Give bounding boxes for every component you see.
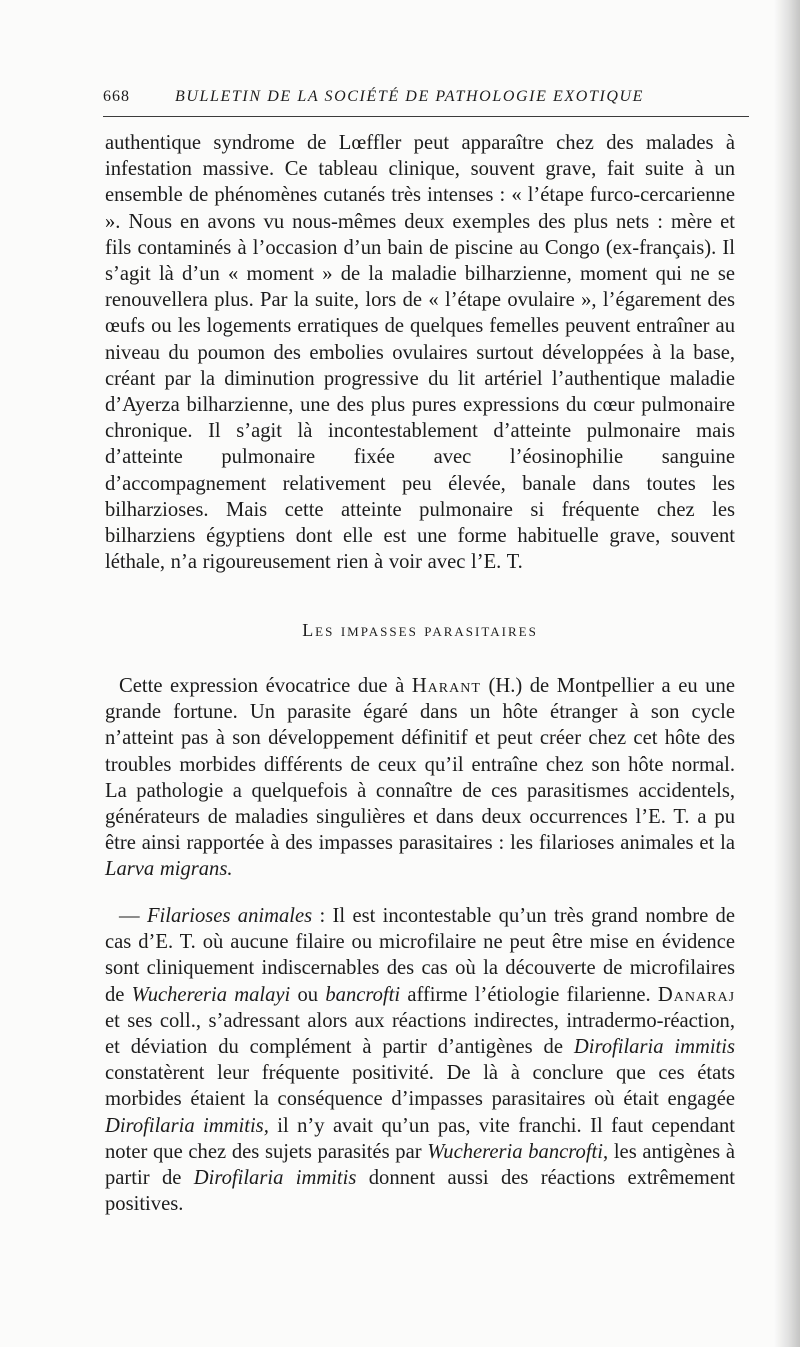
page-number: 668: [103, 88, 130, 105]
paragraph-text: [105, 903, 735, 1217]
text-run: : Il est incontestable qu’un très grand nombre de cas d’E. T. où aucune filaire ou microfilaire ne peut être mise en évidence sont cliniquement indiscernables des cas où la découverte de microfilaires de: [105, 905, 735, 1006]
text-run: Cette expression évocatrice due à: [119, 675, 412, 697]
species-name: Dirofilaria immitis,: [105, 1114, 269, 1137]
species-name: Dirofilaria immitis: [573, 1036, 735, 1059]
species-name: bancrofti: [325, 983, 401, 1006]
text-run: il n’y avait qu’un pas, vite franchi. Il faut cependant noter que chez des sujets parasités par: [105, 1114, 735, 1163]
species-name: Dirofilaria immitis: [193, 1167, 357, 1190]
text-run: constatèrent leur fréquente positivité. De là à conclure que ces états morbides étaient la conséquence d’impasses parasitaires où était engagée: [105, 1062, 735, 1111]
text-run: donnent aussi des réactions extrêmement positives.: [105, 1167, 735, 1216]
text-run: , les antigènes à partir de: [105, 1140, 735, 1190]
text-run: (H.) de Montpellier a eu une grande fortune. Un parasite égaré dans un hôte étranger à son cycle n’atteint pas à son développement définitif et peut créer chez cet hôte des troubles morbides différents de ceux qu’il entraîne chez son hôte normal. La pathologie a quelquefois à connaître de ces parasitismes accidentels, générateurs de maladies singulières et dans deux occurrences l’E. T. a pu être ainsi rapportée à des impasses parasitaires : les filarioses animales et la: [105, 675, 735, 855]
paragraph-text: authentique syndrome de Lœffler peut apparaître chez des malades à infestation massive. Ce tableau clinique, souvent grave, fait suite à un ensemble de phénomènes cutanés très intenses : « l’étape furco-cercarienne ». Nous en avons vu nous-mêmes deux exemples des plus nets : mère et fils contaminés à l’occasion d’un bain de piscine au Congo (ex-français). Il s’agit là d’un « moment » de la maladie bilharzienne, moment qui ne se renouvellera plus. Par la suite, lors de « l’étape ovulaire », l’égarement des œufs ou les logements erratiques de quelques femelles peuvent entraîner au niveau du poumon des embolies ovulaires surtout développées à la base, créant par la diminution progressive du lit artériel l’authentique maladie d’Ayerza bilharzienne, une des plus pures expressions du cœur pulmonaire chronique. Il s’agit là incontestablement d’atteinte pulmonaire mais d’atteinte pulmonaire fixée avec l’éosinophilie sanguine d’accompagnement relativement peu élevée, banale dans toutes les bilharzioses. Mais cette atteinte pulmonaire si fréquente chez les bilharziens égyptiens dont elle est une forme habituelle grave, souvent léthale, n’a rigoureusement rien à voir avec l’E. T.: [105, 132, 735, 574]
text-run: affirme l’étiologie filarienne.: [400, 983, 658, 1006]
em-dash: —: [119, 905, 147, 927]
author-name: Danaraj: [657, 983, 736, 1006]
running-header: [103, 86, 749, 112]
paragraph-text: [105, 673, 735, 883]
paragraph-filarioses: [105, 903, 735, 1217]
text-run: et ses coll., s’adressant alors aux réactions indirectes, intradermo-réaction, et déviation du complément à partir d’antigènes de: [105, 1009, 735, 1059]
author-name: Harant: [411, 675, 481, 697]
paragraph-impasses: [105, 673, 735, 883]
paragraph-continuation: [105, 130, 735, 575]
page-edge-shadow: [774, 0, 800, 1347]
italic-term: Larva migrans.: [105, 858, 233, 881]
species-name: Wuchereria bancrofti: [427, 1140, 603, 1163]
text-run: ou: [290, 983, 326, 1006]
section-heading: Les impasses parasitaires: [302, 620, 538, 640]
species-name: Wuchereria malayi: [131, 983, 291, 1006]
header-rule: [103, 116, 749, 117]
subsection-lead: Filarioses animales: [146, 905, 313, 927]
running-title: BULLETIN DE LA SOCIÉTÉ DE PATHOLOGIE EXOTIQUE: [175, 88, 645, 105]
